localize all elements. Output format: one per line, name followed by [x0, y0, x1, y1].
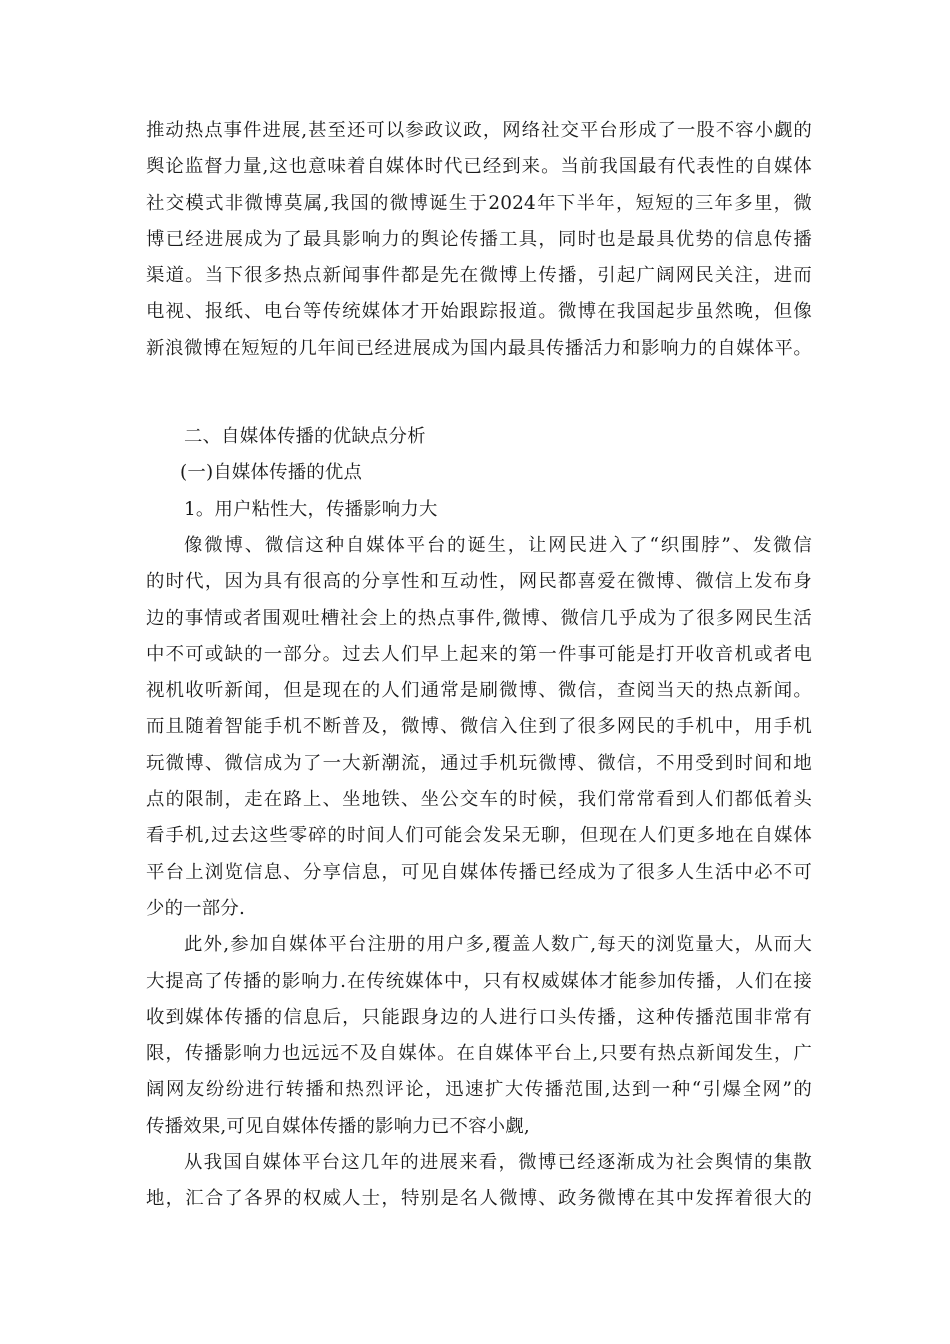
paragraph-line: 社交模式非微博莫属,我国的微博诞生于2024年下半年，短短的三年多里，微 — [146, 192, 812, 214]
paragraph-line: 新浪微博在短短的几年间已经进展成为国内最具传播活力和影响力的自媒体平。 — [146, 337, 812, 359]
paragraph-line: 渠道。当下很多热点新闻事件都是先在微博上传播，引起广阔网民关注，进而 — [146, 265, 812, 287]
section-gap — [146, 367, 812, 419]
paragraph-line: 限，传播影响力也远远不及自媒体。在自媒体平台上,只要有热点新闻发生，广 — [146, 1043, 812, 1065]
paragraph-line: 少的一部分. — [146, 897, 245, 919]
paragraph-line: 电视、报纸、电台等传统媒体才开始跟踪报道。微博在我国起步虽然晚，但像 — [146, 301, 812, 323]
paragraph-line: 点的限制，走在路上、坐地铁、坐公交车的时候，我们常常看到人们都低着头 — [146, 789, 812, 811]
paragraph-line: 此外,参加自媒体平台注册的用户多,覆盖人数广,每天的浏览量大，从而大 — [184, 934, 812, 956]
paragraph-line: 看手机,过去这些零碎的时间人们可能会发呆无聊，但现在人们更多地在自媒体 — [146, 825, 812, 847]
paragraph-line: 边的事情或者围观吐槽社会上的热点事件,微博、微信几乎成为了很多网民生活 — [146, 607, 812, 629]
paragraph-line: 博已经进展成为了最具影响力的舆论传播工具，同时也是最具优势的信息传播 — [146, 228, 812, 250]
paragraph-line: 从我国自媒体平台这几年的进展来看，微博已经逐渐成为社会舆情的集散 — [184, 1152, 812, 1174]
paragraph-line: 中不可或缺的一部分。过去人们早上起来的第一件事可能是打开收音机或者电 — [146, 643, 812, 665]
paragraph-2 — [146, 528, 812, 927]
paragraph-line: 玩微博、微信成为了一大新潮流，通过手机玩微博、微信，不用受到时间和地 — [146, 752, 812, 774]
paragraph-line: 平台上浏览信息、分享信息，可见自媒体传播已经成为了很多人生活中必不可 — [146, 861, 812, 883]
paragraph-line: 舆论监督力量,这也意味着自媒体时代已经到来。当前我国最有代表性的自媒体 — [146, 156, 812, 178]
paragraph-line: 视机收听新闻，但是现在的人们通常是刷微博、微信，查阅当天的热点新闻。 — [146, 680, 812, 702]
paragraph-line: 阔网友纷纷进行转播和热烈评论，迅速扩大传播范围,达到一种“引爆全网”的 — [146, 1079, 812, 1101]
document-page — [146, 113, 812, 1218]
point-heading: 1。用户粘性大，传播影响力大 — [184, 498, 438, 520]
paragraph-line: 而且随着智能手机不断普及，微博、微信入住到了很多网民的手机中，用手机 — [146, 716, 812, 738]
paragraph-line: 像微博、微信这种自媒体平台的诞生，让网民进入了“织围脖”、发微信 — [184, 534, 812, 556]
paragraph-1 — [146, 113, 812, 367]
paragraph-line: 的时代，因为具有很高的分享性和互动性，网民都喜爱在微博、微信上发布身 — [146, 571, 812, 593]
section-heading: 二、自媒体传播的优缺点分析 — [184, 426, 426, 448]
subsection-heading: (一)自媒体传播的优点 — [180, 462, 363, 484]
paragraph-3 — [146, 927, 812, 1145]
paragraph-line: 传播效果,可见自媒体传播的影响力已不容小觑, — [146, 1115, 530, 1137]
paragraph-line: 推动热点事件进展,甚至还可以参政议政，网络社交平台形成了一股不容小觑的 — [146, 120, 812, 141]
paragraph-line: 收到媒体传播的信息后，只能跟身边的人进行口头传播，这种传播范围非常有 — [146, 1006, 812, 1028]
paragraph-line: 地，汇合了各界的权威人士，特别是名人微博、政务微博在其中发挥着很大的 — [146, 1188, 812, 1210]
paragraph-4 — [146, 1145, 812, 1218]
paragraph-line: 大提高了传播的影响力.在传统媒体中，只有权威媒体才能参加传播，人们在接 — [146, 970, 812, 992]
